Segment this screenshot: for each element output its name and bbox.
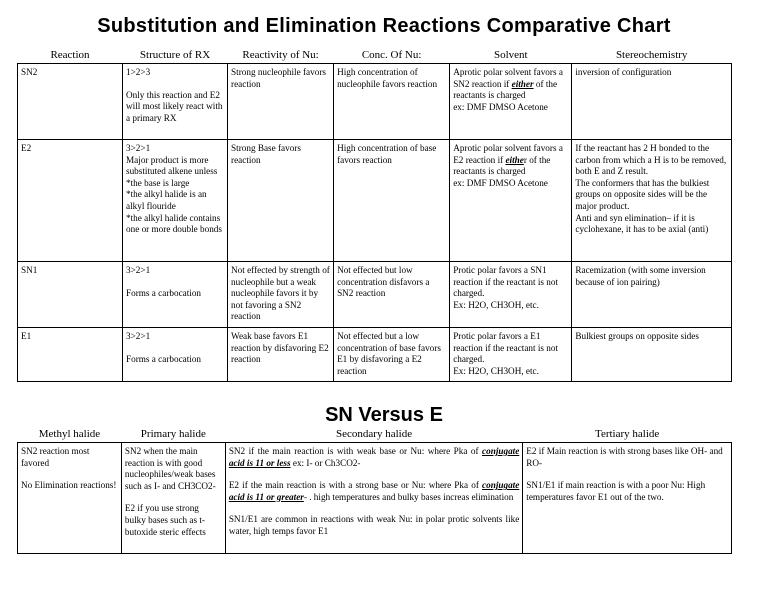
tertiary-note: SN1/E1 if main reaction is with a poor Nu: High temperatures favor E1 out of the two. [526, 480, 706, 502]
header-stereochemistry: Stereochemistry [615, 49, 688, 61]
tertiary-halide-cell [523, 443, 732, 554]
header-structure: Structure of RX [139, 49, 211, 61]
stereochemistry-cell: Racemization (with some inversion because of ion pairing) [572, 262, 732, 328]
chart-title: Substitution and Elimination Reactions Comparative Chart [97, 15, 671, 37]
primary-note: E2 if you use strong bulky bases such as t-butoxide steric effects [124, 503, 206, 537]
solvent-example: ex: DMF DMSO Acetone [453, 177, 548, 188]
sn-versus-e-table [17, 428, 732, 554]
solvent-cell [450, 140, 572, 262]
structure-order: 3>2>1 [126, 143, 151, 153]
secondary-halide-cell [225, 443, 522, 554]
solvent-text: Protic polar favors a SN1 reaction if the reactant is not charged. [453, 265, 559, 299]
methyl-note: No Elimination reactions! [21, 480, 117, 491]
section-title: SN Versus E [325, 404, 443, 426]
solvent-example: Ex: H2O, CH3OH, etc. [453, 299, 539, 310]
concentration-cell: Not effected but a low concentration of base favors E1 by disfavoring a E2 reaction [334, 328, 450, 382]
structure-note: *the alkyl halide contains one or more double bonds [126, 212, 222, 235]
solvent-cell [450, 262, 572, 328]
sn-versus-e-row [18, 443, 732, 554]
reactivity-cell: Strong Base favors reaction [228, 140, 334, 262]
solvent-text: Aprotic polar solvent favors a E2 reaction if either of the reactants is charged [453, 143, 563, 177]
secondary-note: SN1/E1 are common in reactions with weak Nu: in polar protic solvents like water, high temps favor E1 [228, 514, 520, 536]
solvent-example: ex: DMF DMSO Acetone [453, 101, 548, 112]
solvent-text: Protic polar favors a E1 reaction if the reactant is not charged. [453, 331, 559, 365]
concentration-cell: Not effected but low concentration disfavors a SN2 reaction [334, 262, 450, 328]
header-primary-halide: Primary halide [140, 428, 206, 440]
reaction-cell: E1 [18, 328, 123, 382]
tertiary-note: E2 if Main reaction is with strong bases like OH- and RO- [526, 446, 723, 468]
stereochemistry-cell: inversion of configuration [572, 64, 732, 140]
sn-versus-e-header-row [18, 428, 732, 443]
structure-note: *the base is large [126, 177, 190, 188]
header-methyl-halide: Methyl halide [38, 428, 101, 440]
header-reaction: Reaction [50, 49, 90, 61]
primary-note: SN2 when the main reaction is with good nucleophiles/weak bases such as I- and CH3CO2- [124, 446, 216, 491]
reaction-cell: SN2 [18, 64, 123, 140]
secondary-note: E2 if the main reaction is with a strong base or Nu: where Pka of conjugate acid is 11 or greater- . high temperatures and bulky bases increas elimination [228, 480, 520, 502]
structure-note: *the alkyl halide is an alkyl flouride [126, 189, 207, 211]
concentration-cell: High concentration of base favors reaction [334, 140, 450, 262]
structure-note: Only this reaction and E2 will most likely react with a primary RX [126, 89, 223, 123]
methyl-note: SN2 reaction most favored [21, 446, 90, 468]
structure-order: 3>2>1 [126, 331, 151, 341]
reaction-cell: E2 [18, 140, 123, 262]
header-solvent: Solvent [493, 49, 528, 61]
header-tertiary-halide: Tertiary halide [595, 428, 660, 440]
structure-cell [123, 262, 228, 328]
primary-halide-cell [121, 443, 225, 554]
structure-note: Forms a carbocation [126, 287, 202, 298]
table-row-e1 [18, 328, 732, 382]
solvent-cell [450, 328, 572, 382]
header-secondary-halide: Secondary halide [336, 428, 413, 440]
structure-cell [123, 328, 228, 382]
stereochemistry-cell [572, 140, 732, 262]
comparison-table [17, 49, 732, 382]
solvent-text: Aprotic polar solvent favors a SN2 reaction if either of the reactants is charged [453, 67, 563, 101]
stereo-note: The conformers that has the bulkiest groups on opposite sides will be the major product. [575, 177, 710, 211]
table-row-sn1 [18, 262, 732, 328]
methyl-halide-cell [18, 443, 122, 554]
table-row-sn2 [18, 64, 732, 140]
structure-order: 1>2>3 [126, 67, 151, 77]
reactivity-cell: Not effected by strength of nucleophile but a weak nucleophile favors it by not favoring a SN2 reaction [228, 262, 334, 328]
reactivity-cell: Weak base favors E1 reaction by disfavoring E2 reaction [228, 328, 334, 382]
comparison-header-row [18, 49, 732, 64]
stereo-note: If the reactant has 2 H bonded to the carbon from which a H is to be removed, both E and Z result. [575, 143, 727, 177]
reaction-cell: SN1 [18, 262, 123, 328]
solvent-example: Ex: H2O, CH3OH, etc. [453, 365, 539, 376]
structure-cell [123, 140, 228, 262]
structure-note: Major product is more substituted alkene unless [126, 154, 218, 177]
reactivity-cell: Strong nucleophile favors reaction [228, 64, 334, 140]
header-concentration: Conc. Of Nu: [361, 49, 422, 61]
concentration-cell: High concentration of nucleophile favors reaction [334, 64, 450, 140]
stereo-note: Anti and syn elimination– if it is cyclohexane, it has to be axial (anti) [575, 212, 709, 235]
header-reactivity: Reactivity of Nu: [242, 49, 319, 61]
structure-note: Forms a carbocation [126, 353, 202, 364]
stereochemistry-cell: Bulkiest groups on opposite sides [572, 328, 732, 382]
secondary-note: SN2 if the main reaction is with weak base or Nu: where Pka of conjugate acid is 11 or less ex: I- or Ch3CO2- [228, 446, 520, 468]
table-row-e2 [18, 140, 732, 262]
structure-order: 3>2>1 [126, 265, 151, 275]
structure-cell [123, 64, 228, 140]
solvent-cell [450, 64, 572, 140]
